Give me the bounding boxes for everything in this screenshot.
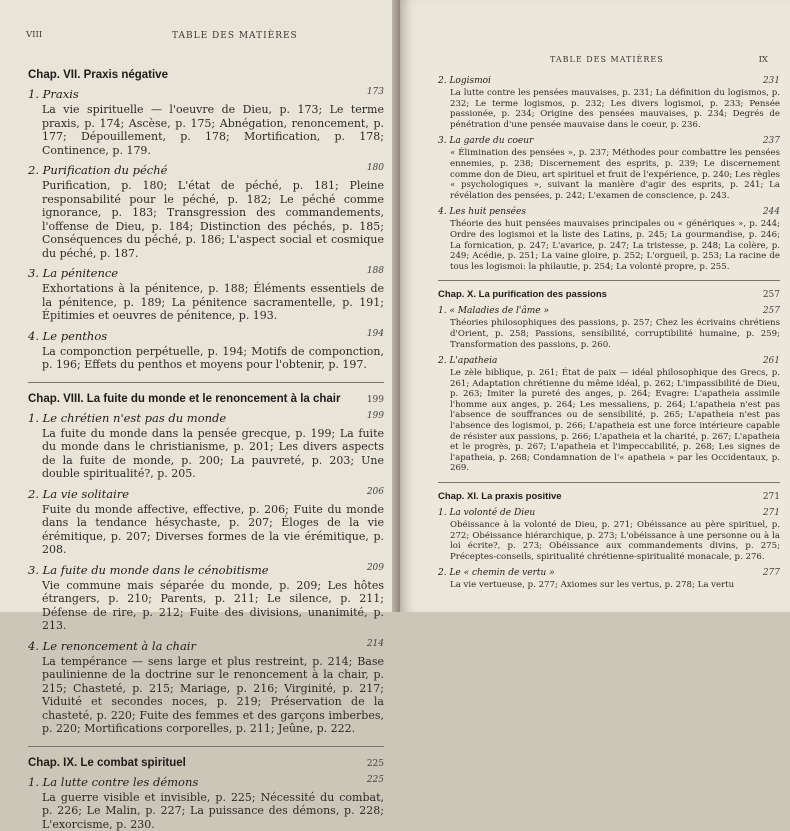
chapter-page-number: 257 [763, 290, 780, 300]
section-page-number: 261 [763, 356, 780, 366]
toc-section [438, 306, 780, 350]
section-title: 2. La vie solitaire [28, 487, 129, 501]
section-title: 2. Le « chemin de vertu » [438, 568, 555, 578]
section-heading [438, 508, 780, 518]
section-heading [28, 87, 384, 101]
section-contents: Exhortations à la pénitence, p. 188; Éléments essentiels de la pénitence, p. 189; La pénitence sacramentelle, p. 191; Épitimies et oeuvres de pénitence, p. 193. [28, 282, 384, 323]
section-contents: Vie commune mais séparée du monde, p. 209; Les hôtes étrangers, p. 210; Parents, p. 211; Le silence, p. 211; Défense de rire, p. 212; Fuite des divisions, unanimité, p. 213. [28, 579, 384, 633]
section-title: 2. Purification du péché [28, 163, 167, 177]
chapter-heading [438, 491, 780, 502]
section-page-number: 231 [763, 76, 780, 86]
toc-section [438, 136, 780, 201]
section-heading [438, 568, 780, 578]
left-toc [28, 58, 384, 831]
section-heading [28, 266, 384, 280]
section-title: 3. La pénitence [28, 266, 118, 280]
right-toc [438, 280, 780, 591]
chapter-heading [28, 69, 384, 81]
chapter-rule [438, 280, 780, 281]
section-contents: Obéissance à la volonté de Dieu, p. 271; Obéissance au père spirituel, p. 272; Obéissance hiérarchique, p. 273; L'obéissance à une personne ou à la loi écrite?, p. 273; Obéissance aux commandements divins, p. 275; Préceptes-conseils, spiritualité chrétienne-spiritualité monacale, p. 276. [438, 520, 780, 562]
toc-section [28, 639, 384, 736]
toc-section [28, 266, 384, 323]
section-heading [438, 207, 780, 217]
section-contents: « Élimination des pensées », p. 237; Méthodes pour combattre les pensées ennemies, p. 238; Discernement des esprits, p. 239; Le discernement comme don de Dieu, art spirituel et fruit de l'expérience, p. 240; Les règles « psychologiques », suivant la manière d'agir des esprits, p. 241; La révélation des pensées, p. 242; L'examen de conscience, p. 243. [438, 148, 780, 201]
toc-section [28, 329, 384, 372]
section-title: 4. Le penthos [28, 329, 107, 343]
chapter-heading [28, 757, 384, 769]
section-heading [438, 76, 780, 86]
section-contents: Purification, p. 180; L'état de péché, p. 181; Pleine responsabilité pour le péché, p. 182; Le péché comme ignorance, p. 183; Transgression des commandements, l'offense de Dieu, p. 184; Distinction des péchés, p. 185; Conséquences du péché, p. 186; L'aspect social et cosmique du péché, p. 187. [28, 179, 384, 260]
section-page-number: 271 [763, 508, 780, 518]
section-contents: Théories philosophiques des passions, p. 257; Chez les écrivains chrétiens d'Orient, p. 258; Passions, sensibilité, corruptibilité humaine, p. 259; Transformation des passions, p. 260. [438, 318, 780, 350]
section-page-number: 277 [763, 568, 780, 578]
section-heading [28, 487, 384, 501]
section-title: 1. La volonté de Dieu [438, 508, 535, 518]
toc-section [28, 163, 384, 260]
section-heading [28, 329, 384, 343]
section-title: 1. Le chrétien n'est pas du monde [28, 411, 226, 425]
section-page-number: 180 [367, 163, 384, 177]
section-page-number: 225 [367, 775, 384, 789]
right-page [400, 0, 790, 612]
section-heading [28, 639, 384, 653]
toc-section [28, 87, 384, 157]
chapter-title: Chap. XI. La praxis positive [438, 491, 562, 502]
section-page-number: 206 [367, 487, 384, 501]
section-page-number: 214 [367, 639, 384, 653]
toc-section [28, 775, 384, 831]
left-running-head: TABLE DES MATIÈRES [172, 31, 298, 41]
toc-section [438, 76, 780, 130]
section-heading [28, 163, 384, 177]
section-heading [438, 356, 780, 366]
section-heading [438, 136, 780, 146]
section-contents: Théorie des huit pensées mauvaises principales ou « génériques », p. 244; Ordre des logismoi et la liste des Latins, p. 245; La gourmandise, p. 246; La fornication, p. 247; L'avarice, p. 247; La tristesse, p. 248; La colère, p. 249; Acédie, p. 251; La vaine gloire, p. 252; L'orgueil, p. 253; La racine de tous les logismoi: la philautie, p. 254; La volonté propre, p. 255. [438, 219, 780, 272]
section-heading [28, 775, 384, 789]
section-title: 4. Le renoncement à la chair [28, 639, 196, 653]
section-contents: Le zèle biblique, p. 261; État de paix — idéal philosophique des Grecs, p. 261; Adaptation chrétienne du même idéal, p. 262; L'impassibilité de Dieu, p. 263; Imiter la pureté des anges, p. 264; Evagre: L'apatheia assimile l'homme aux anges, p. 264; Les messaliens, p. 264; L'apatheia n'est pas l'absence de souffrances ou de sensibilité, p. 265; L'apatheia n'est pas l'absence des logismoi, p. 266; L'apatheia est une force intérieure capable de résister aux passions, p. 266; L'apatheia et la charité, p. 267; L'apatheia et le progrès, p. 267; L'apatheia et l'impeccabilité, p. 268; Les signes de l'apatheia, p. 268; Condamnation de l'« apatheia » par les Occidentaux, p. 269. [438, 368, 780, 474]
section-page-number: 237 [763, 136, 780, 146]
right-folio: IX [759, 55, 768, 65]
section-title: 1. Praxis [28, 87, 79, 101]
section-contents: La vie spirituelle — l'oeuvre de Dieu, p. 173; Le terme praxis, p. 174; Ascèse, p. 175; Abnégation, renoncement, p. 177; Dépouillement, p. 178; Mortification, p. 178; Continence, p. 179. [28, 103, 384, 157]
section-title: 4. Les huit pensées [438, 207, 526, 217]
chapter-heading [438, 289, 780, 300]
section-contents: Fuite du monde affective, effective, p. 206; Fuite du monde dans la tendance hésychaste, p. 207; Éloges de la vie érémitique, p. 207; Diverses formes de la vie érémitique, p. 208. [28, 503, 384, 557]
chapter-page-number: 271 [763, 492, 780, 502]
section-title: 1. « Maladies de l'âme » [438, 306, 549, 316]
toc-section [438, 568, 780, 591]
chapter-title: Chap. VII. Praxis négative [28, 69, 168, 81]
right-toc-continued [438, 76, 780, 272]
left-folio: VIII [26, 30, 42, 40]
chapter-title: Chap. X. La purification des passions [438, 289, 607, 300]
section-page-number: 209 [367, 563, 384, 577]
chapter-page-number: 199 [367, 395, 384, 405]
toc-section [438, 207, 780, 272]
section-page-number: 188 [367, 266, 384, 280]
section-title: 3. La fuite du monde dans le cénobitisme [28, 563, 269, 577]
section-contents: La vie vertueuse, p. 277; Axiomes sur les vertus, p. 278; La vertu [438, 580, 780, 591]
toc-section [28, 487, 384, 557]
section-contents: La guerre visible et invisible, p. 225; Nécessité du combat, p. 226; Le Malin, p. 227; La puissance des démons, p. 228; L'exorcisme, p. 230. [28, 791, 384, 831]
chapter-rule [28, 382, 384, 383]
chapter-page-number: 225 [367, 759, 384, 769]
chapter-rule [28, 746, 384, 747]
chapter-rule [438, 482, 780, 483]
section-contents: La lutte contre les pensées mauvaises, p. 231; La définition du logismos, p. 232; Le terme logismos, p. 232; Les divers logismoi, p. 233; Pensée passionée, p. 234; Origine des pensées mauvaises, p. 234; Degrés de pénétration d'une pensée mauvaise dans le coeur, p. 236. [438, 88, 780, 130]
section-page-number: 257 [763, 306, 780, 316]
section-contents: La tempérance — sens large et plus restreint, p. 214; Base paulinienne de la doctrine sur le renoncement à la chair, p. 215; Chasteté, p. 215; Mariage, p. 216; Virginité, p. 217; Viduité et secondes noces, p. 219; Préservation de la chasteté, p. 220; Fuite des femmes et des garçons imberbes, p. 220; Mortifications corporelles, p. 211; Jeûne, p. 222. [28, 655, 384, 736]
section-page-number: 194 [367, 329, 384, 343]
section-heading [28, 411, 384, 425]
section-heading [28, 563, 384, 577]
section-page-number: 244 [763, 207, 780, 217]
section-page-number: 199 [367, 411, 384, 425]
toc-section [438, 508, 780, 562]
chapter-heading [28, 393, 384, 405]
chapter-title: Chap. IX. Le combat spirituel [28, 757, 186, 769]
section-title: 2. Logismoi [438, 76, 491, 86]
section-title: 1. La lutte contre les démons [28, 775, 198, 789]
toc-section [28, 563, 384, 633]
section-contents: La componction perpétuelle, p. 194; Motifs de componction, p. 196; Effets du penthos et moyens pour l'obtenir, p. 197. [28, 345, 384, 372]
left-page [0, 0, 400, 612]
section-title: 2. L'apatheia [438, 356, 497, 366]
section-contents: La fuite du monde dans la pensée grecque, p. 199; La fuite du monde dans le christianisme, p. 201; Les divers aspects de la fuite de monde, p. 200; La pauvreté, p. 203; Une double spiritualité?, p. 205. [28, 427, 384, 481]
section-heading [438, 306, 780, 316]
section-title: 3. La garde du coeur [438, 136, 533, 146]
right-running-head: TABLE DES MATIÈRES [550, 55, 664, 64]
toc-section [438, 356, 780, 474]
toc-section [28, 411, 384, 481]
section-page-number: 173 [367, 87, 384, 101]
chapter-title: Chap. VIII. La fuite du monde et le renoncement à la chair [28, 393, 340, 405]
